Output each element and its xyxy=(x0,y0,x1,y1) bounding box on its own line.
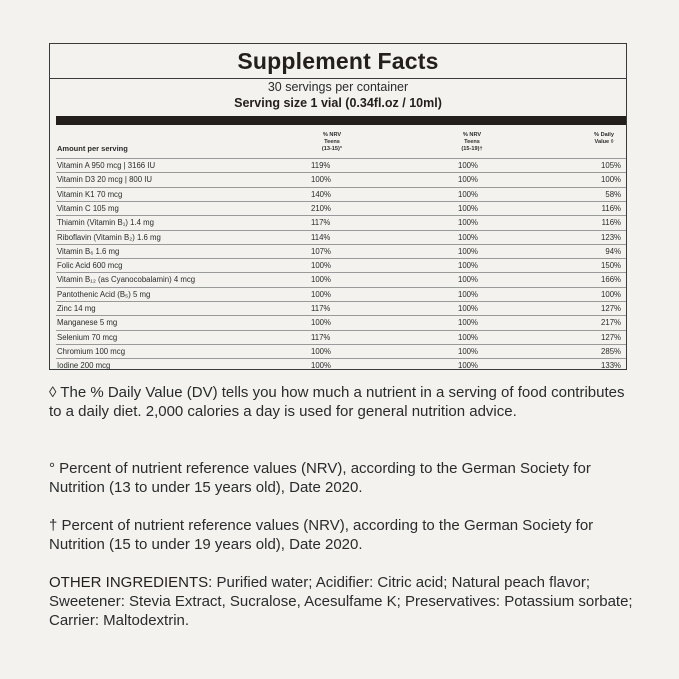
nrv-15-19-note: † Percent of nutrient reference values (NRV), according to the German Society for Nutrition (15 to under 19 years old), Date 2020. xyxy=(49,517,594,553)
nrv-13-15-value: 117% xyxy=(311,218,331,228)
table-row xyxy=(56,287,626,301)
daily-value: 166% xyxy=(601,275,621,285)
nrv-13-15-value: 100% xyxy=(311,275,331,285)
table-row xyxy=(56,301,626,315)
daily-value-header xyxy=(584,132,624,146)
table-row xyxy=(56,315,626,329)
panel-title: Supplement Facts xyxy=(237,48,439,74)
daily-value: 105% xyxy=(601,161,621,170)
daily-value: 127% xyxy=(601,304,621,313)
nutrient-name: Manganese 5 mg xyxy=(57,318,118,328)
nutrient-name: Vitamin C 105 mg xyxy=(57,203,119,213)
daily-value: 217% xyxy=(601,318,621,328)
nrv-15-19-value: 100% xyxy=(458,232,478,242)
nutrient-name: Vitamin D3 20 mcg | 800 IU xyxy=(57,175,153,185)
header-line: (15-19)† xyxy=(461,146,483,152)
header-line: % NRV xyxy=(462,132,482,138)
daily-value: 285% xyxy=(601,346,621,356)
servings-per-container: 30 servings per container xyxy=(267,80,409,94)
nrv-13-15-header xyxy=(312,132,352,153)
nrv-13-15-value: 100% xyxy=(311,175,331,185)
header-line: % Daily xyxy=(594,132,614,138)
daily-value: 123% xyxy=(601,232,621,242)
table-row xyxy=(56,358,626,372)
nrv-15-19-value: 100% xyxy=(458,346,478,356)
nrv-13-15-value: 100% xyxy=(311,361,331,371)
nutrient-name: Vitamin B₆ 1.6 mg xyxy=(57,246,120,256)
table-row xyxy=(56,230,626,244)
nutrient-name: Chromium 100 mcg xyxy=(57,346,126,356)
table-row xyxy=(56,272,626,286)
nrv-15-19-value: 100% xyxy=(458,318,478,328)
nrv-15-19-value: 100% xyxy=(458,332,478,342)
daily-value: 94% xyxy=(605,246,621,256)
daily-value: 116% xyxy=(601,218,621,228)
table-row xyxy=(56,187,626,201)
nrv-15-19-value: 100% xyxy=(458,261,478,271)
daily-value: 100% xyxy=(601,289,621,299)
nrv-13-15-value: 100% xyxy=(311,289,331,299)
nutrient-name: Folic Acid 600 mcg xyxy=(57,261,123,271)
daily-value: 100% xyxy=(601,175,621,185)
nutrient-name: Riboflavin (Vitamin B₂) 1.6 mg xyxy=(57,232,161,242)
nutrient-name: Thiamin (Vitamin B₁) 1.4 mg xyxy=(57,218,154,228)
table-row xyxy=(56,215,626,229)
nrv-13-15-value: 119% xyxy=(311,161,331,170)
daily-value: 58% xyxy=(605,189,621,199)
header-line: Teens xyxy=(464,139,480,145)
table-row xyxy=(56,344,626,358)
nrv-15-19-value: 100% xyxy=(458,304,478,313)
nutrient-name: Zinc 14 mg xyxy=(57,304,96,313)
daily-value: 127% xyxy=(601,332,621,342)
table-row xyxy=(56,244,626,258)
table-row xyxy=(56,330,626,344)
nutrient-name: Vitamin K1 70 mcg xyxy=(57,189,123,199)
supplement-facts-panel xyxy=(49,43,627,370)
header-line: Teens xyxy=(324,139,340,145)
daily-value-note: ◊ The % Daily Value (DV) tells you how much a nutrient in a serving of food contributes to a daily diet. 2,000 calories a day is used for general nutrition advice. xyxy=(49,384,625,420)
daily-value: 116% xyxy=(601,203,621,213)
nrv-15-19-value: 100% xyxy=(458,175,478,185)
daily-value: 133% xyxy=(601,361,621,371)
nrv-15-19-value: 100% xyxy=(458,218,478,228)
other-ingredients xyxy=(49,573,639,630)
nutrient-name: Iodine 200 mcg xyxy=(57,361,111,371)
nrv-13-15-value: 140% xyxy=(311,189,331,199)
thick-divider xyxy=(56,116,626,125)
nrv-13-15-value: 100% xyxy=(311,318,331,328)
nrv-13-15-value: 100% xyxy=(311,261,331,271)
nrv-15-19-value: 100% xyxy=(458,189,478,199)
nrv-15-19-value: 100% xyxy=(458,203,478,213)
nrv-13-15-value: 107% xyxy=(311,246,331,256)
nutrient-name: Vitamin A 950 mcg | 3166 IU xyxy=(57,161,156,170)
nrv-13-15-value: 114% xyxy=(311,232,331,242)
nrv-13-15-value: 210% xyxy=(311,203,331,213)
table-row xyxy=(56,258,626,272)
table-row xyxy=(56,172,626,186)
nrv-15-19-value: 100% xyxy=(458,275,478,285)
table-row xyxy=(56,158,626,172)
other-ingredients-label: OTHER INGREDIENTS: xyxy=(49,574,213,591)
daily-value: 150% xyxy=(601,261,621,271)
nrv-13-15-value: 117% xyxy=(311,304,331,313)
nutrient-name: Vitamin B₁₂ (as Cyanocobalamin) 4 mcg xyxy=(57,275,196,285)
divider xyxy=(50,78,626,79)
nrv-15-19-value: 100% xyxy=(458,246,478,256)
header-line: Value ◊ xyxy=(594,139,614,145)
nrv-13-15-value: 117% xyxy=(311,332,331,342)
nutrient-name: Selenium 70 mcg xyxy=(57,332,118,342)
nrv-15-19-value: 100% xyxy=(458,361,478,371)
other-ingredients-text: Purified water; Acidifier: Citric acid; Natural peach flavor; Sweetener: Stevia Extract, Sucralose, Acesulfame K; Preservatives: Potassium sorbate; Carrier: Maltodextrin. xyxy=(49,574,633,629)
table-row xyxy=(56,201,626,215)
nrv-13-15-note: ° Percent of nutrient reference values (NRV), according to the German Society for Nutrition (13 to under 15 years old), Date 2020. xyxy=(49,460,591,496)
header-line: % NRV xyxy=(322,132,342,138)
serving-size: Serving size 1 vial (0.34fl.oz / 10ml) xyxy=(234,96,442,110)
header-line: (13-15)° xyxy=(321,146,343,152)
nutrient-name: Pantothenic Acid (B₅) 5 mg xyxy=(57,289,151,299)
nrv-13-15-value: 100% xyxy=(311,346,331,356)
amount-per-serving-header: Amount per serving xyxy=(57,144,128,153)
nrv-15-19-header xyxy=(452,132,492,153)
nrv-15-19-value: 100% xyxy=(458,161,478,170)
nrv-15-19-value: 100% xyxy=(458,289,478,299)
